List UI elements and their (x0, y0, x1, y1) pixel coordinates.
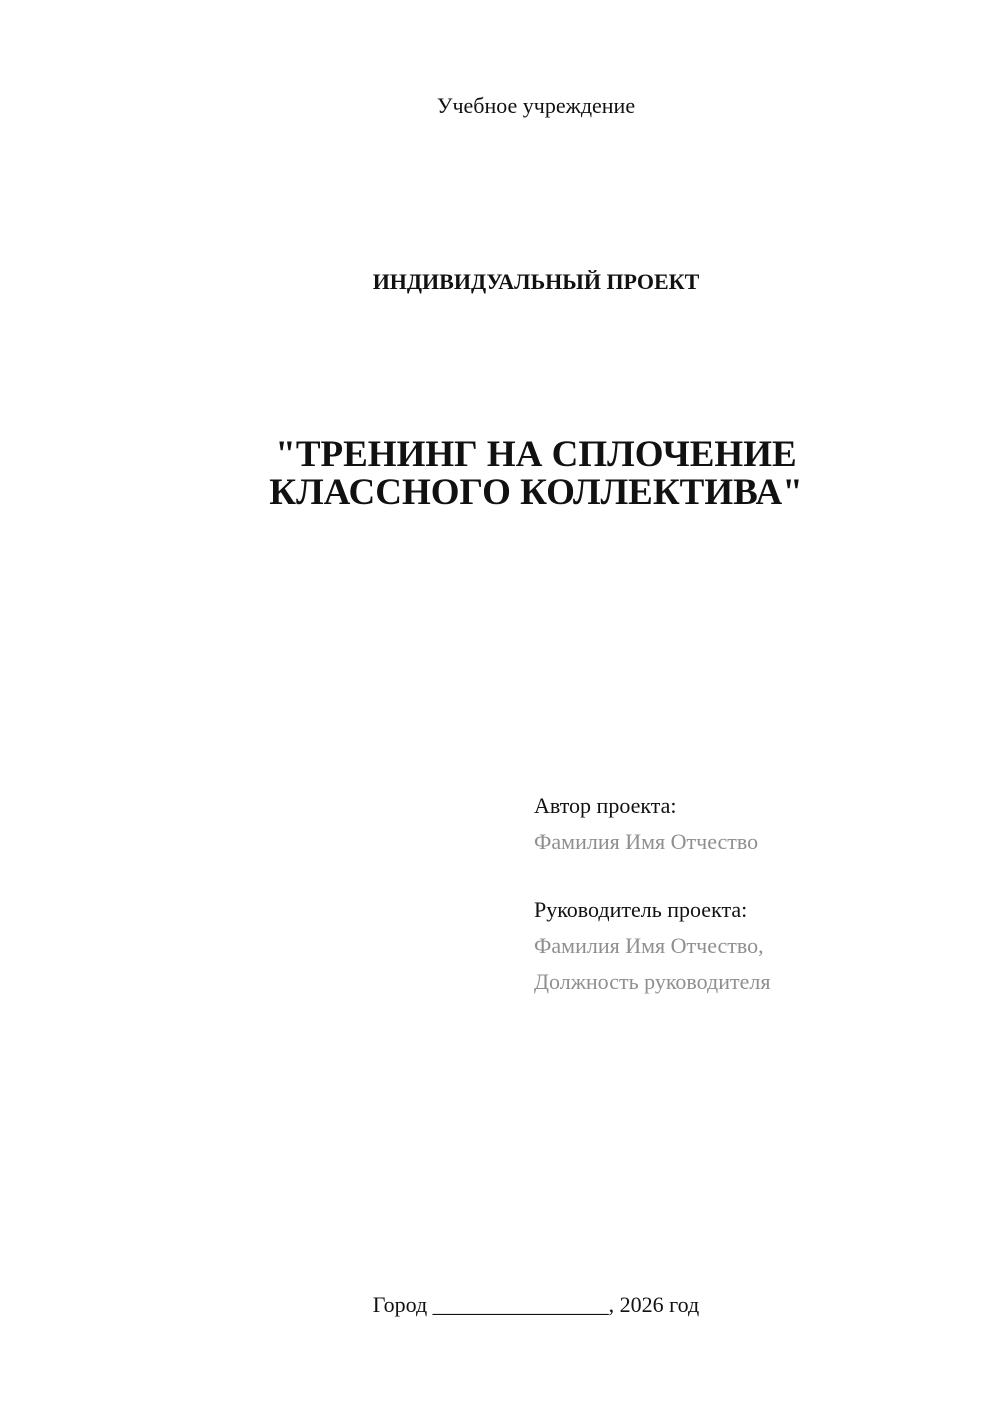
city-year-line: Город ________________, 2026 год (372, 1292, 700, 1317)
project-title (0, 436, 1000, 512)
credits-spacer (534, 860, 974, 892)
supervisor-label: Руководитель проекта: (534, 897, 748, 922)
author-label: Автор проекта: (534, 793, 677, 818)
institution-name: Учебное учреждение (436, 93, 636, 118)
project-title-line-1: "ТРЕНИНГ НА СПЛОЧЕНИЕ (275, 434, 797, 475)
supervisor-position: Должность руководителя (534, 969, 771, 994)
supervisor-name: Фамилия Имя Отчество, (534, 933, 764, 958)
document-type: ИНДИВИДУАЛЬНЫЙ ПРОЕКТ (372, 269, 700, 294)
author-name: Фамилия Имя Отчество (534, 829, 759, 854)
credits-block (534, 788, 974, 1000)
project-title-line-2: КЛАССНОГО КОЛЛЕКТИВА" (269, 472, 803, 513)
